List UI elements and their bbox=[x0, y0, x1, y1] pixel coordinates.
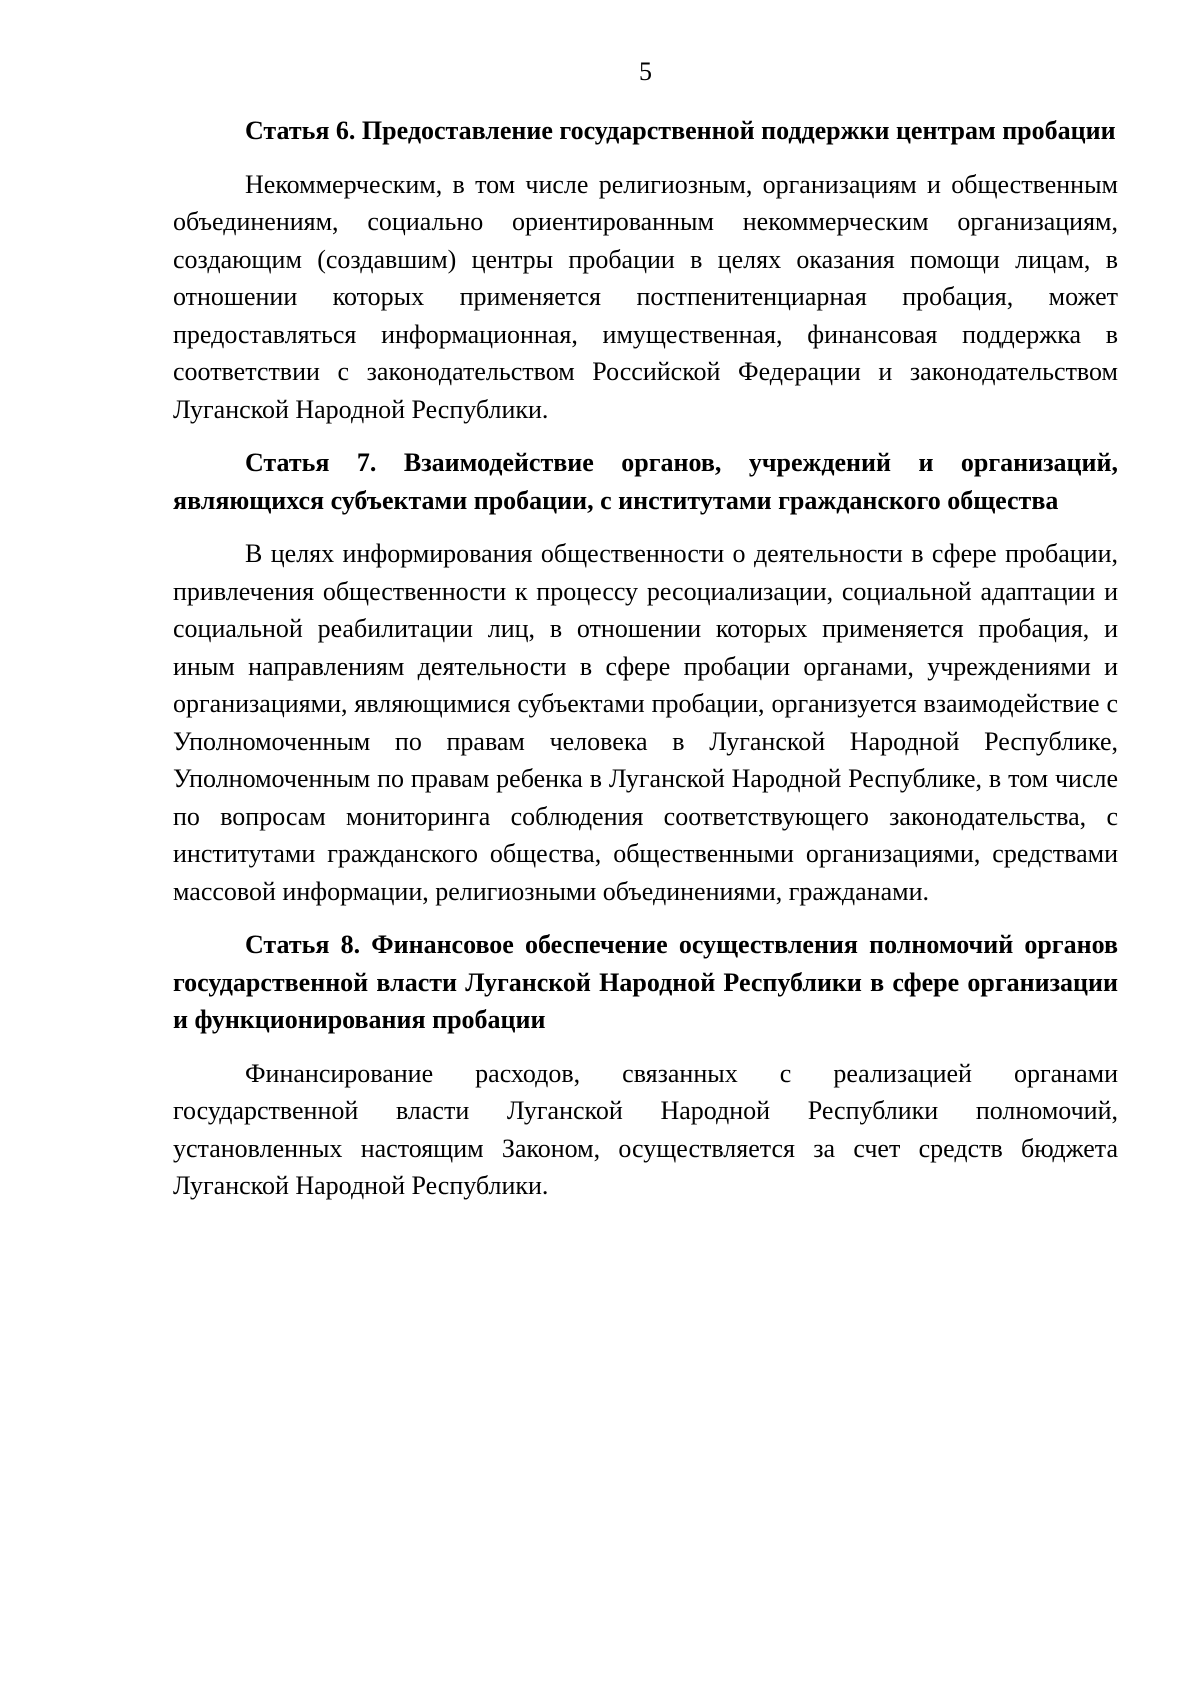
article-6 bbox=[173, 112, 1118, 428]
article-8-paragraph: Финансирование расходов, связанных с реализацией органами государственной власти Луганской Народной Республики полномочий, установленных настоящим Законом, осуществляется за счет средств бюджета Луганской Народной Республики. bbox=[173, 1058, 1118, 1200]
document-content bbox=[173, 112, 1118, 1205]
article-7-heading: Статья 7. Взаимодействие органов, учреждений и организаций, являющихся субъектами пробации, с институтами гражданского общества bbox=[173, 448, 1118, 515]
article-6-heading: Статья 6. Предоставление государственной поддержки центрам пробации bbox=[245, 116, 1116, 145]
page-number: 5 bbox=[639, 57, 652, 86]
article-8-heading: Статья 8. Финансовое обеспечение осуществления полномочий органов государственной власти Луганской Народной Республики в сфере организации и функционирования пробации bbox=[173, 930, 1118, 1034]
article-7-paragraph: В целях информирования общественности о деятельности в сфере пробации, привлечения общественности к процессу ресоциализации, социальной адаптации и социальной реабилитации лиц, в отношении которых применяется пробация, и иным направлениям деятельности в сфере пробации органами, учреждениями и организациями, являющимися субъектами пробации, организуется взаимодействие с Уполномоченным по правам человека в Луганской Народной Республике, Уполномоченным по правам ребенка в Луганской Народной Республике, в том числе по вопросам мониторинга соблюдения соответствующего законодательства, с институтами гражданского общества, общественными организациями, средствами массовой информации, религиозными объединениями, гражданами. bbox=[173, 539, 1118, 906]
article-8 bbox=[173, 926, 1118, 1205]
article-7 bbox=[173, 444, 1118, 910]
article-6-paragraph: Некоммерческим, в том числе религиозным, организациям и общественным объединениям, социально ориентированным некоммерческим организациям, создающим (создавшим) центры пробации в целях оказания помощи лицам, в отношении которых применяется постпенитенциарная пробация, может предоставляться информационная, имущественная, финансовая поддержка в соответствии с законодательством Российской Федерации и законодательством Луганской Народной Республики. bbox=[173, 169, 1118, 424]
